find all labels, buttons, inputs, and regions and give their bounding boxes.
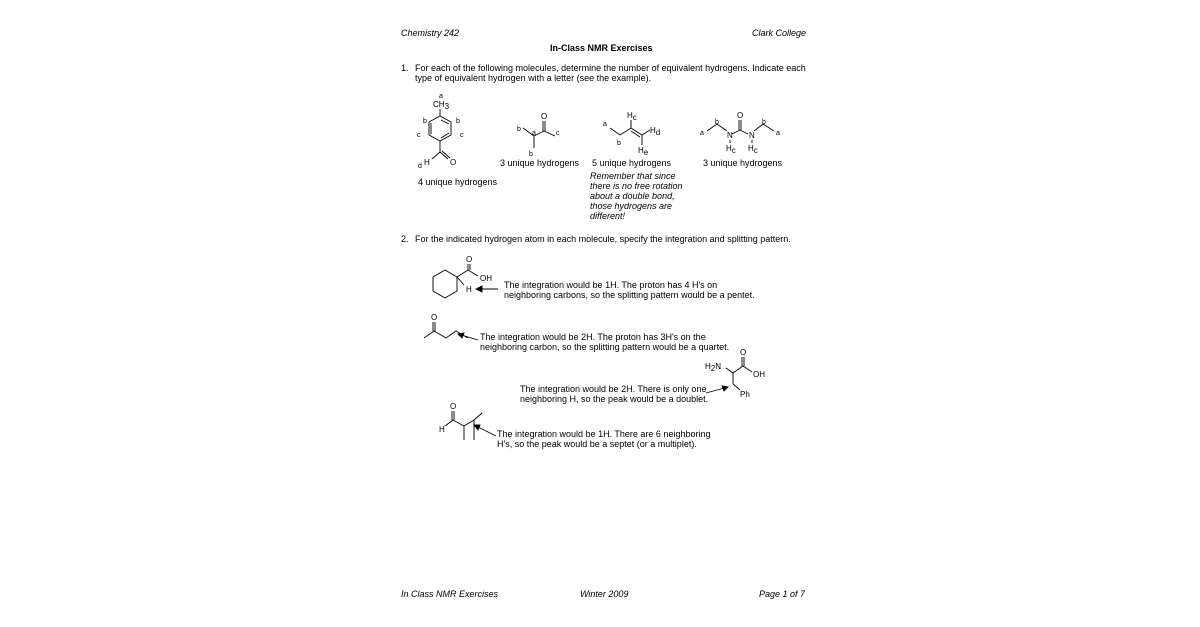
svg-text:OH: OH bbox=[753, 370, 765, 379]
svg-text:N: N bbox=[727, 131, 733, 140]
molecule-tolualdehyde bbox=[417, 90, 500, 175]
svg-text:a: a bbox=[700, 130, 704, 137]
molecule-phenylalanine bbox=[700, 346, 780, 406]
svg-text:N: N bbox=[749, 131, 755, 140]
mol3-caption: 5 unique hydrogens bbox=[592, 158, 672, 168]
footer-left: In Class NMR Exercises bbox=[401, 589, 499, 599]
svg-text:OH: OH bbox=[480, 274, 492, 283]
svg-text:a: a bbox=[603, 121, 607, 128]
mol1-caption: 4 unique hydrogens bbox=[418, 177, 498, 187]
course-name: Chemistry 242 bbox=[401, 28, 460, 38]
svg-text:b: b bbox=[715, 119, 719, 126]
svg-text:Hd: Hd bbox=[650, 126, 661, 137]
q2-number: 2. bbox=[401, 234, 409, 244]
q2a-answer-line1: The integration would be 1H. The proton has 4 H's on bbox=[504, 280, 718, 290]
q2c-answer-line2: neighboring H, so the peak would be a doublet. bbox=[520, 394, 709, 404]
svg-text:b: b bbox=[762, 119, 766, 126]
q2b-answer-line2: neighboring carbon, so the splitting pattern would be a quartet. bbox=[480, 342, 730, 352]
mol2-caption: 3 unique hydrogens bbox=[500, 158, 580, 168]
svg-text:He: He bbox=[638, 146, 649, 157]
molecule-aldehyde bbox=[436, 398, 496, 443]
svg-text:H: H bbox=[424, 158, 430, 167]
svg-text:O: O bbox=[450, 402, 457, 411]
svg-text:b: b bbox=[529, 151, 533, 158]
svg-text:O: O bbox=[740, 348, 747, 357]
page-title: In-Class NMR Exercises bbox=[550, 43, 653, 53]
q2c-answer-line1: The integration would be 2H. There is only one bbox=[520, 384, 707, 394]
q2d-answer-line1: The integration would be 1H. There are 6 neighboring bbox=[497, 429, 711, 439]
q1-text-line2: type of equivalent hydrogen with a letter (see the example). bbox=[415, 73, 652, 83]
q2-text: For the indicated hydrogen atom in each molecule, specify the integration and splitting pattern. bbox=[415, 234, 791, 244]
svg-text:c: c bbox=[460, 132, 464, 139]
svg-text:Hc: Hc bbox=[726, 144, 736, 155]
svg-text:Hc: Hc bbox=[627, 111, 637, 122]
svg-text:b: b bbox=[517, 126, 521, 133]
svg-text:b: b bbox=[456, 118, 460, 125]
q1-number: 1. bbox=[401, 63, 409, 73]
svg-text:Ph: Ph bbox=[740, 390, 750, 399]
svg-text:H: H bbox=[466, 285, 472, 294]
mol3-note bbox=[590, 171, 683, 221]
svg-text:Hc: Hc bbox=[748, 144, 758, 155]
svg-text:a: a bbox=[776, 130, 780, 137]
footer-center: Winter 2009 bbox=[580, 589, 629, 599]
svg-text:O: O bbox=[431, 313, 438, 322]
svg-text:CH3: CH3 bbox=[433, 100, 450, 111]
svg-text:O: O bbox=[466, 255, 473, 264]
molecule-butanone bbox=[512, 108, 572, 158]
note-line: those hydrogens are bbox=[590, 201, 673, 211]
svg-text:O: O bbox=[541, 112, 548, 121]
mol4-caption: 3 unique hydrogens bbox=[703, 158, 783, 168]
svg-text:O: O bbox=[737, 111, 744, 120]
molecule-cyclohexane-acid bbox=[430, 255, 510, 305]
footer-page-number: Page 1 of 7 bbox=[759, 589, 806, 599]
svg-text:H2N: H2N bbox=[705, 362, 722, 373]
label-a: a bbox=[439, 93, 443, 100]
svg-text:c: c bbox=[556, 130, 560, 137]
svg-text:H: H bbox=[439, 425, 445, 434]
q2d-answer-line2: H's, so the peak would be a septet (or a multiplet). bbox=[497, 439, 697, 449]
svg-text:a: a bbox=[532, 130, 536, 137]
note-line: about a double bond, bbox=[590, 191, 675, 201]
svg-text:O: O bbox=[450, 158, 457, 167]
svg-text:b: b bbox=[617, 140, 621, 147]
svg-text:b: b bbox=[423, 118, 427, 125]
q2a-answer-line2: neighboring carbons, so the splitting pattern would be a pentet. bbox=[504, 290, 755, 300]
molecule-alkene bbox=[600, 110, 675, 160]
school-name: Clark College bbox=[752, 28, 807, 38]
q2b-answer-line1: The integration would be 2H. The proton has 3H's on the bbox=[480, 332, 706, 342]
q1-text-line1: For each of the following molecules, determine the number of equivalent hydrogens. Indicate each bbox=[415, 63, 806, 73]
note-line: there is no free rotation bbox=[590, 181, 683, 191]
molecule-diethylurea bbox=[697, 108, 787, 156]
svg-text:d: d bbox=[418, 163, 422, 170]
note-line: Remember that since bbox=[590, 171, 676, 181]
svg-text:c: c bbox=[417, 132, 421, 139]
note-line: different! bbox=[590, 211, 626, 221]
molecule-2-butanone bbox=[428, 312, 488, 347]
